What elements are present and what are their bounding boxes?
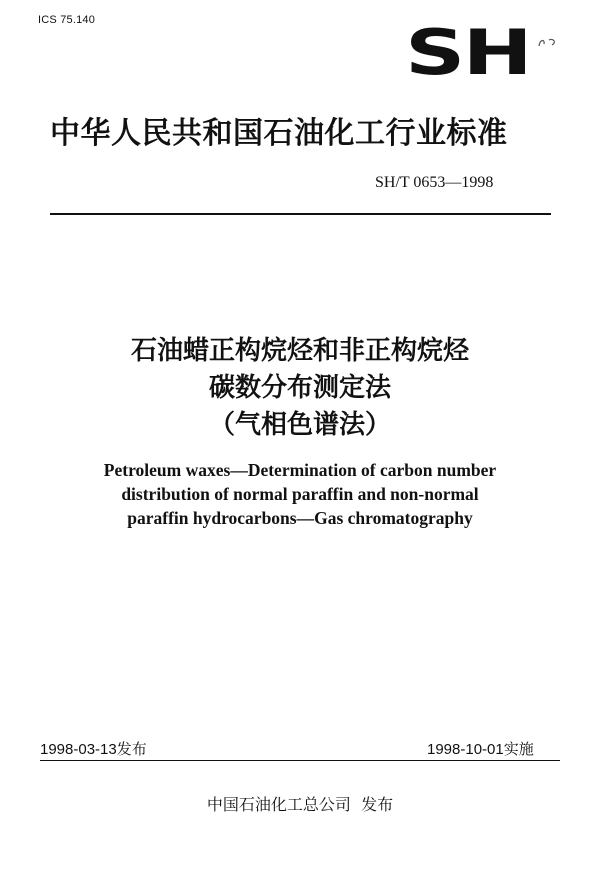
industry-standard-title: 中华人民共和国石油化工行业标准 (50, 116, 508, 151)
sh-logo: SH (405, 16, 530, 89)
header-divider (50, 213, 551, 215)
footer-divider (40, 760, 560, 761)
scan-mark-icon (537, 36, 559, 50)
standard-number: SH/T 0653—1998 (375, 174, 494, 191)
title-en-line-3: paraffin hydrocarbons—Gas chromatography (127, 508, 473, 528)
title-en-line-1: Petroleum waxes—Determination of carbon number (103, 460, 497, 480)
ics-code: ICS 75.140 (38, 14, 96, 26)
title-cn-line-3: （气相色谱法） (208, 410, 391, 440)
issue-date: 1998-03-13发布 (40, 741, 147, 758)
title-en-line-2: distribution of normal paraffin and non-normal (121, 484, 479, 504)
title-cn-line-1: 石油蜡正构烷烃和非正构烷烃 (130, 336, 469, 366)
publisher: 中国石油化工总公司 发布 (206, 795, 394, 814)
implementation-date: 1998-10-01实施 (427, 741, 534, 758)
title-cn-line-2: 碳数分布测定法 (208, 373, 391, 403)
